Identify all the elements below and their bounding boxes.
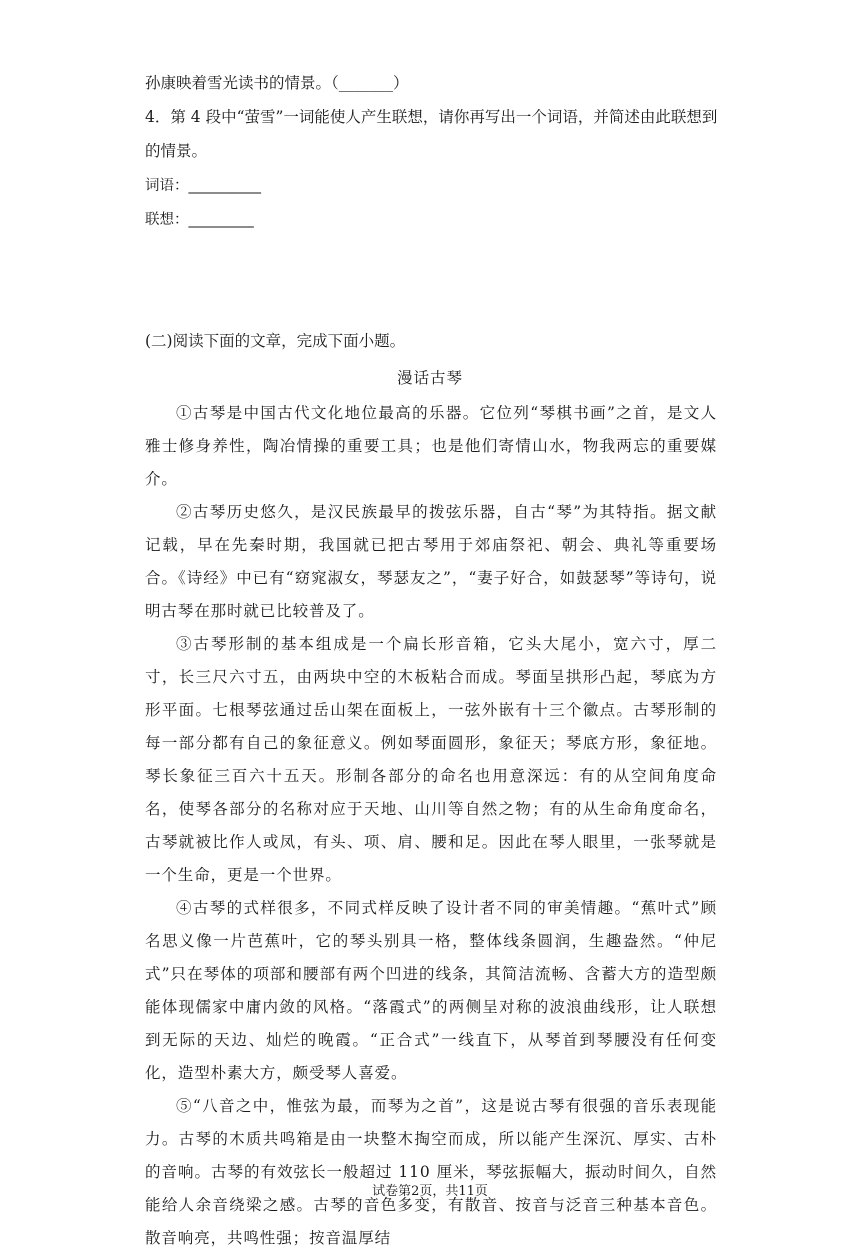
article-title: 漫话古琴 [396,369,463,387]
question-3-tail: 孙康映着雪光读书的情景。（_______） [145,74,409,92]
question-4-prompt: 4．第 4 段中“萤雪”一词能使人产生联想，请你再写出一个词语，并简述由此联想到 [145,108,718,126]
answer-association-line: 联想：_________ [145,212,254,228]
article-body [145,397,717,1255]
paragraph-4: ④古琴的式样很多，不同式样反映了设计者不同的审美情趣。“蕉叶式”顾名思义像一片芭蕉叶，它的琴头别具一格，整体线条圆润，生趣盎然。“仲尼式”只在琴体的项部和腰部有两个凹进的线条，其简洁流畅、含蓄大方的造型颇能体现儒家中庸内敛的风格。“落霞式”的两侧呈对称的波浪曲线形，让人联想到无际的天边、灿烂的晚霞。“正合式”一线直下，从琴首到琴腰没有任何变化，造型朴素大方，颇受琴人喜爱。 [145,899,717,1082]
paragraph-3: ③古琴形制的基本组成是一个扁长形音箱，它头大尾小，宽六寸，厚二寸，长三尺六寸五，由两块中空的木板粘合而成。琴面呈拱形凸起，琴底为方形平面。七根琴弦通过岳山架在面板上，一弦外嵌有十三个徽点。古琴形制的每一部分都有自己的象征意义。例如琴面圆形，象征天；琴底方形，象征地。琴长象征三百六十五天。形制各部分的命名也用意深远：有的从空间角度命名，使琴各部分的名称对应于天地、山川等自然之物；有的从生命角度命名，古琴就被比作人或凤，有头、项、肩、腰和足。因此在琴人眼里，一张琴就是一个生命，更是一个世界。 [145,635,717,884]
paragraph-1: ①古琴是中国古代文化地位最高的乐器。它位列“琴棋书画”之首，是文人雅士修身养性，陶冶情操的重要工具；也是他们寄情山水，物我两忘的重要媒介。 [145,404,717,488]
page-footer: 试卷第2页，共11页 [372,1184,488,1199]
paragraph-5: ⑤“八音之中，惟弦为最，而琴为之首”，这是说古琴有很强的音乐表现能力。古琴的木质共鸣箱是由一块整木掏空而成，所以能产生深沉、厚实、古朴的音响。古琴的有效弦长一般超过 110 厘米，琴弦振幅大，振动时间久，自然能给人余音绕梁之感。古琴的音色多变，有散音、按音与泛音三种基本音色。散音响亮，共鸣性强；按音温厚结 [145,1097,717,1247]
section-2-intro: (二)阅读下面的文章，完成下面小题。 [145,332,406,350]
question-4-prompt-cont: 的情景。 [145,142,208,160]
answer-word-line: 词语：__________ [145,178,261,194]
paragraph-2: ②古琴历史悠久，是汉民族最早的拨弦乐器，自古“琴”为其特指。据文献记载，早在先秦时期，我国就已把古琴用于郊庙祭祀、朝会、典礼等重要场合。《诗经》中已有“窈窕淑女，琴瑟友之”，“妻子好合，如鼓瑟琴”等诗句，说明古琴在那时就已比较普及了。 [145,503,717,620]
